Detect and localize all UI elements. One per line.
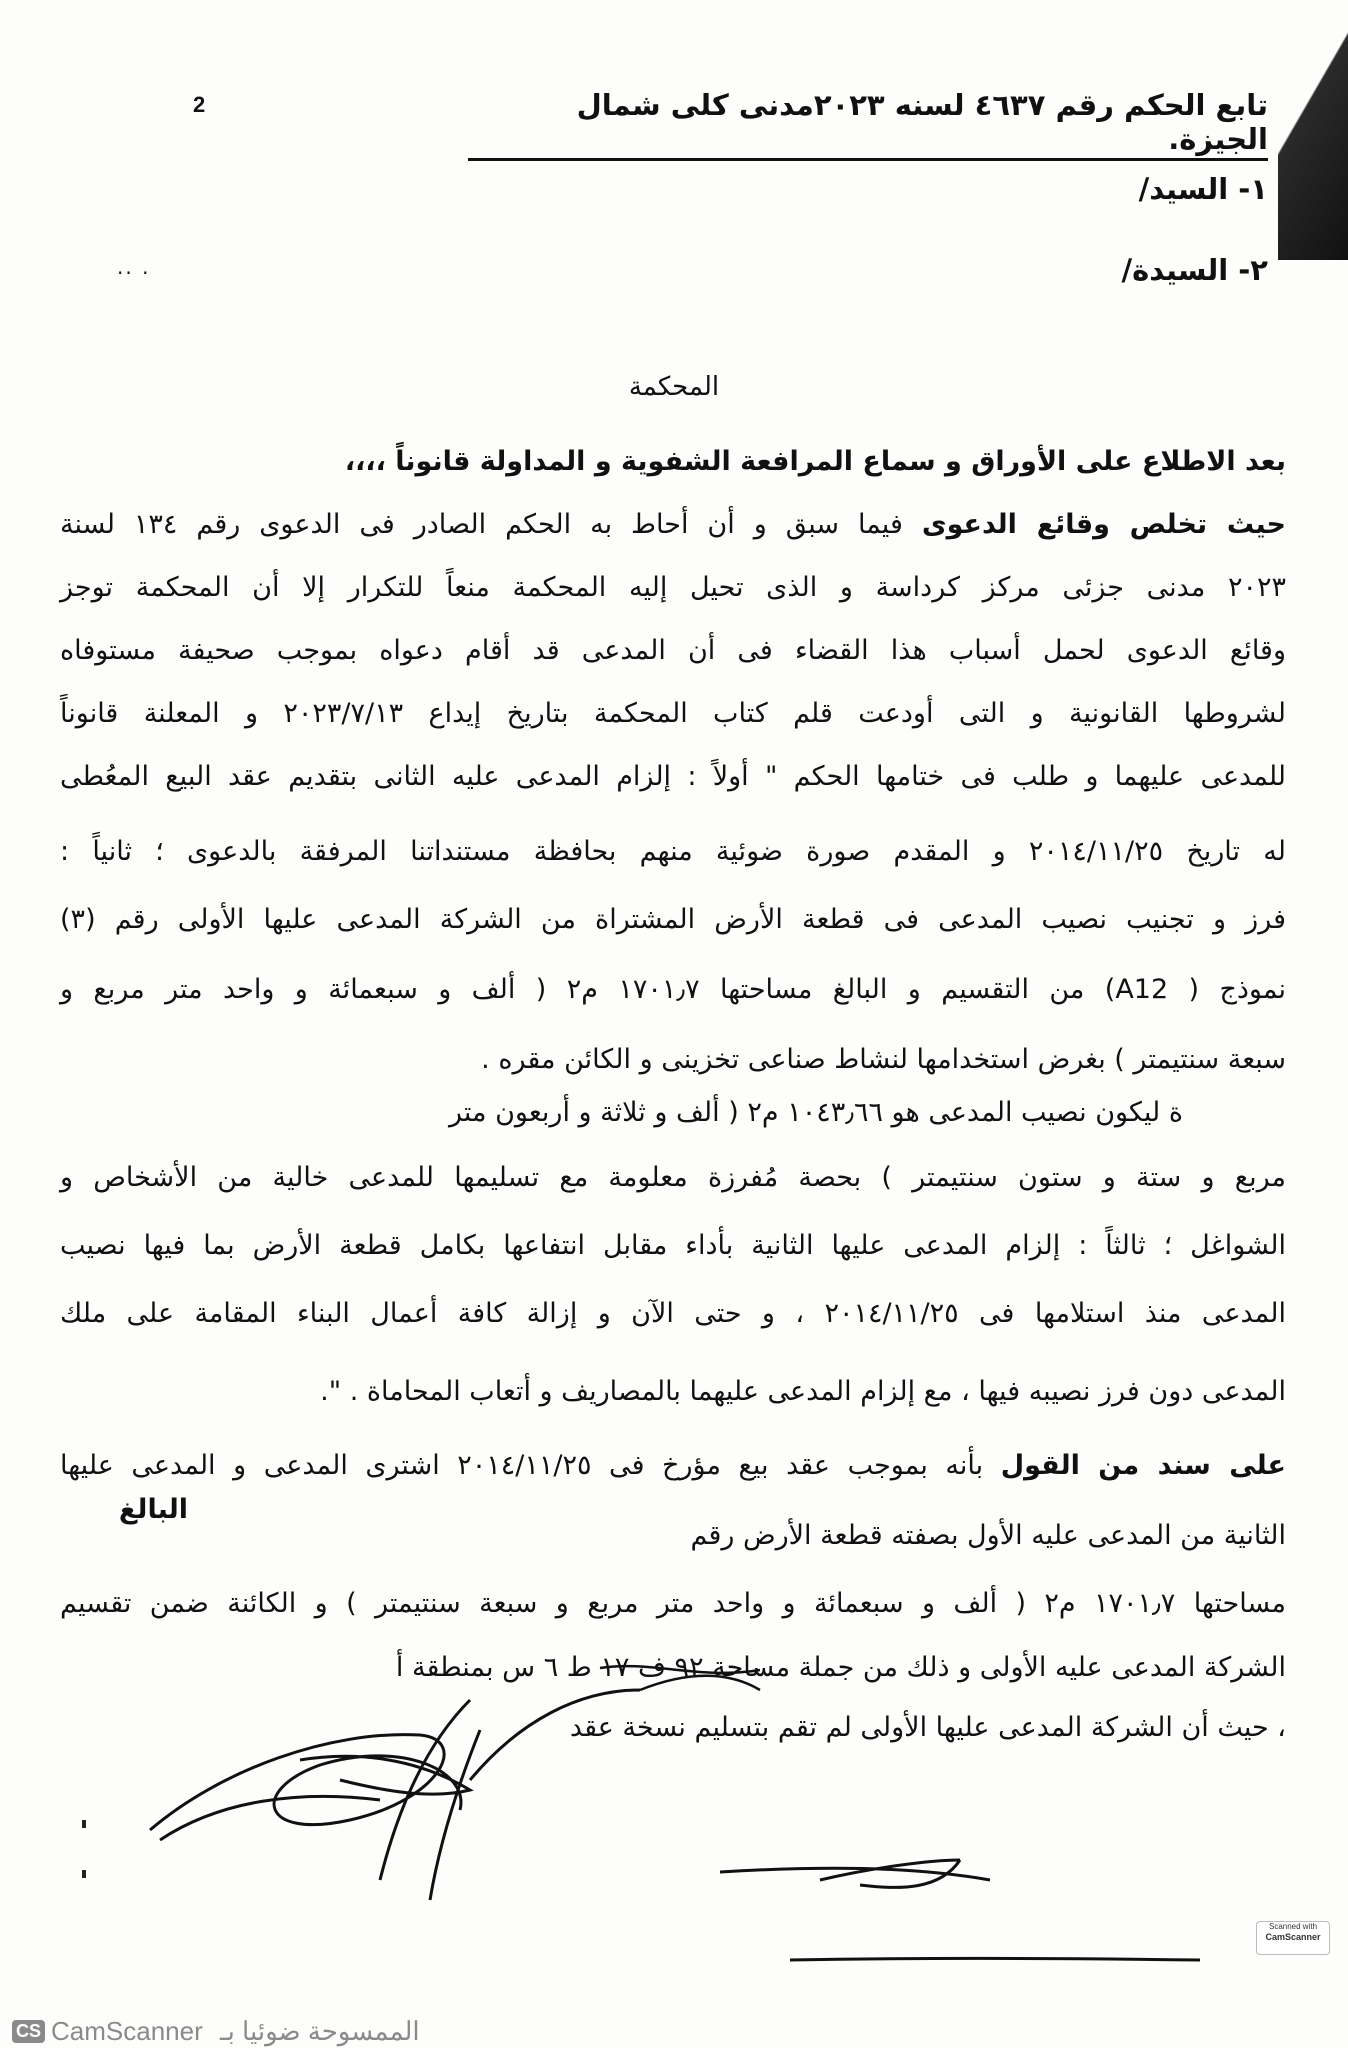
margin-mark [82, 1870, 86, 1878]
camscanner-arabic: الممسوحة ضوئيا بـ [219, 2016, 420, 2046]
stamp-line-2: CamScanner [1265, 1932, 1321, 1942]
body-line-9: نموذج ( A12) من التقسيم و البالغ مساحتها ١٧٠١٫٧ م٢ ( ألف و سبعمائة و واحد متر مربع و [60, 974, 1286, 1005]
body-line-1: بعد الاطلاع على الأوراق و سماع المرافعة الشفوية و المداولة قانوناً ،،،، [344, 446, 1286, 477]
body-line-10: سبعة سنتيمتر ) بغرض استخدامها لنشاط صناعى تخزينى و الكائن مقره . [481, 1044, 1286, 1075]
facts-rest: فيما سبق و أن أحاط به الحكم الصادر فى الدعوى رقم ١٣٤ لسنة [60, 509, 922, 540]
body-line-3: ٢٠٢٣ مدنى جزئى مركز كرداسة و الذى تحيل إليه المحكمة منعاً للتكرار إلا أن المحكمة توجز [60, 572, 1286, 603]
scanned-with-stamp [1256, 1921, 1330, 1955]
page-number: 2 [193, 92, 206, 117]
judgment-header: تابع الحكم رقم ٤٦٣٧ لسنه ٢٠٢٣مدنى كلى شمال الجيزة. [468, 88, 1268, 161]
body-line-17: الثانية من المدعى عليه الأول بصفته قطعة الأرض رقم [690, 1520, 1286, 1551]
body-line-14: المدعى منذ استلامها فى ٢٠١٤/١١/٢٥ ، و حتى الآن و إزالة كافة أعمال البناء المقامة على ملك [60, 1298, 1286, 1329]
body-line-7: له تاريخ ٢٠١٤/١١/٢٥ و المقدم صورة ضوئية منهم بحافظة مستنداتنا المرفقة بالدعوى ؛ ثانياً : [60, 836, 1286, 867]
body-line-8: فرز و تجنيب نصيب المدعى فى قطعة الأرض المشتراة من الشركة المدعى عليها الأولى رقم (٣) [60, 904, 1286, 935]
party-1: ١- السيد/ [1138, 172, 1268, 206]
body-line-2 [60, 505, 1286, 545]
stamp-line-1: Scanned with [1268, 1922, 1318, 1931]
body-line-16 [60, 1446, 1286, 1486]
camscanner-brand: CamScanner [51, 2016, 203, 2046]
margin-dots: .. . [117, 255, 151, 279]
camscanner-footer [12, 2016, 420, 2047]
claim-lead: على سند من القول [1000, 1450, 1286, 1481]
body-line-5: لشروطها القانونية و التى أودعت قلم كتاب المحكمة بتاريخ إيداع ٢٠٢٣/٧/١٣ و المعلنة قانوناً [60, 698, 1286, 729]
scan-edge-shadow [1278, 0, 1348, 260]
body-line-19: الشركة المدعى عليه الأولى و ذلك من جملة مساحة ٩٢ ف ١٧ ط ٦ س بمنطقة أ [395, 1652, 1286, 1683]
body-line-6: للمدعى عليهما و طلب فى ختامها الحكم " أولاً : إلزام المدعى عليه الثانى بتقديم عقد البيع المعُطى [60, 761, 1286, 792]
margin-mark [82, 1820, 86, 1828]
claim-rest: بأنه بموجب عقد بيع مؤرخ فى ٢٠١٤/١١/٢٥ اشترى المدعى و المدعى عليها [60, 1450, 1001, 1481]
camscanner-badge-icon: CS [12, 2020, 45, 2043]
body-line-17-left: البالغ [118, 1494, 188, 1525]
body-line-4: وقائع الدعوى لحمل أسباب هذا القضاء فى أن المدعى قد أقام دعواه بموجب صحيفة مستوفاه [60, 635, 1286, 666]
body-line-15: المدعى دون فرز نصيبه فيها ، مع إلزام المدعى عليهما بالمصاريف و أتعاب المحاماة . ". [320, 1376, 1286, 1407]
body-line-20: ، حيث أن الشركة المدعى عليها الأولى لم تقم بتسليم نسخة عقد [569, 1712, 1286, 1743]
body-line-13: الشواغل ؛ ثالثاً : إلزام المدعى عليها الثانية بأداء مقابل انتفاعها بكامل قطعة الأرض بما فيها نصيب [60, 1230, 1286, 1261]
body-line-11: ة ليكون نصيب المدعى هو ١٠٤٣٫٦٦ م٢ ( ألف و ثلاثة و أربعون متر [449, 1097, 1183, 1128]
party-2: ٢- السيدة/ [1121, 253, 1268, 287]
body-line-12: مربع و ستة و ستون سنتيمتر ) بحصة مُفرزة معلومة مع تسليمها للمدعى خالية من الأشخاص و [60, 1162, 1286, 1193]
court-title: المحكمة [628, 372, 720, 402]
body-line-18: مساحتها ١٧٠١٫٧ م٢ ( ألف و سبعمائة و واحد متر مربع و سبعة سنتيمتر ) و الكائنة ضمن تقسيم [60, 1588, 1286, 1619]
facts-lead: حيث تخلص وقائع الدعوى [921, 509, 1286, 540]
